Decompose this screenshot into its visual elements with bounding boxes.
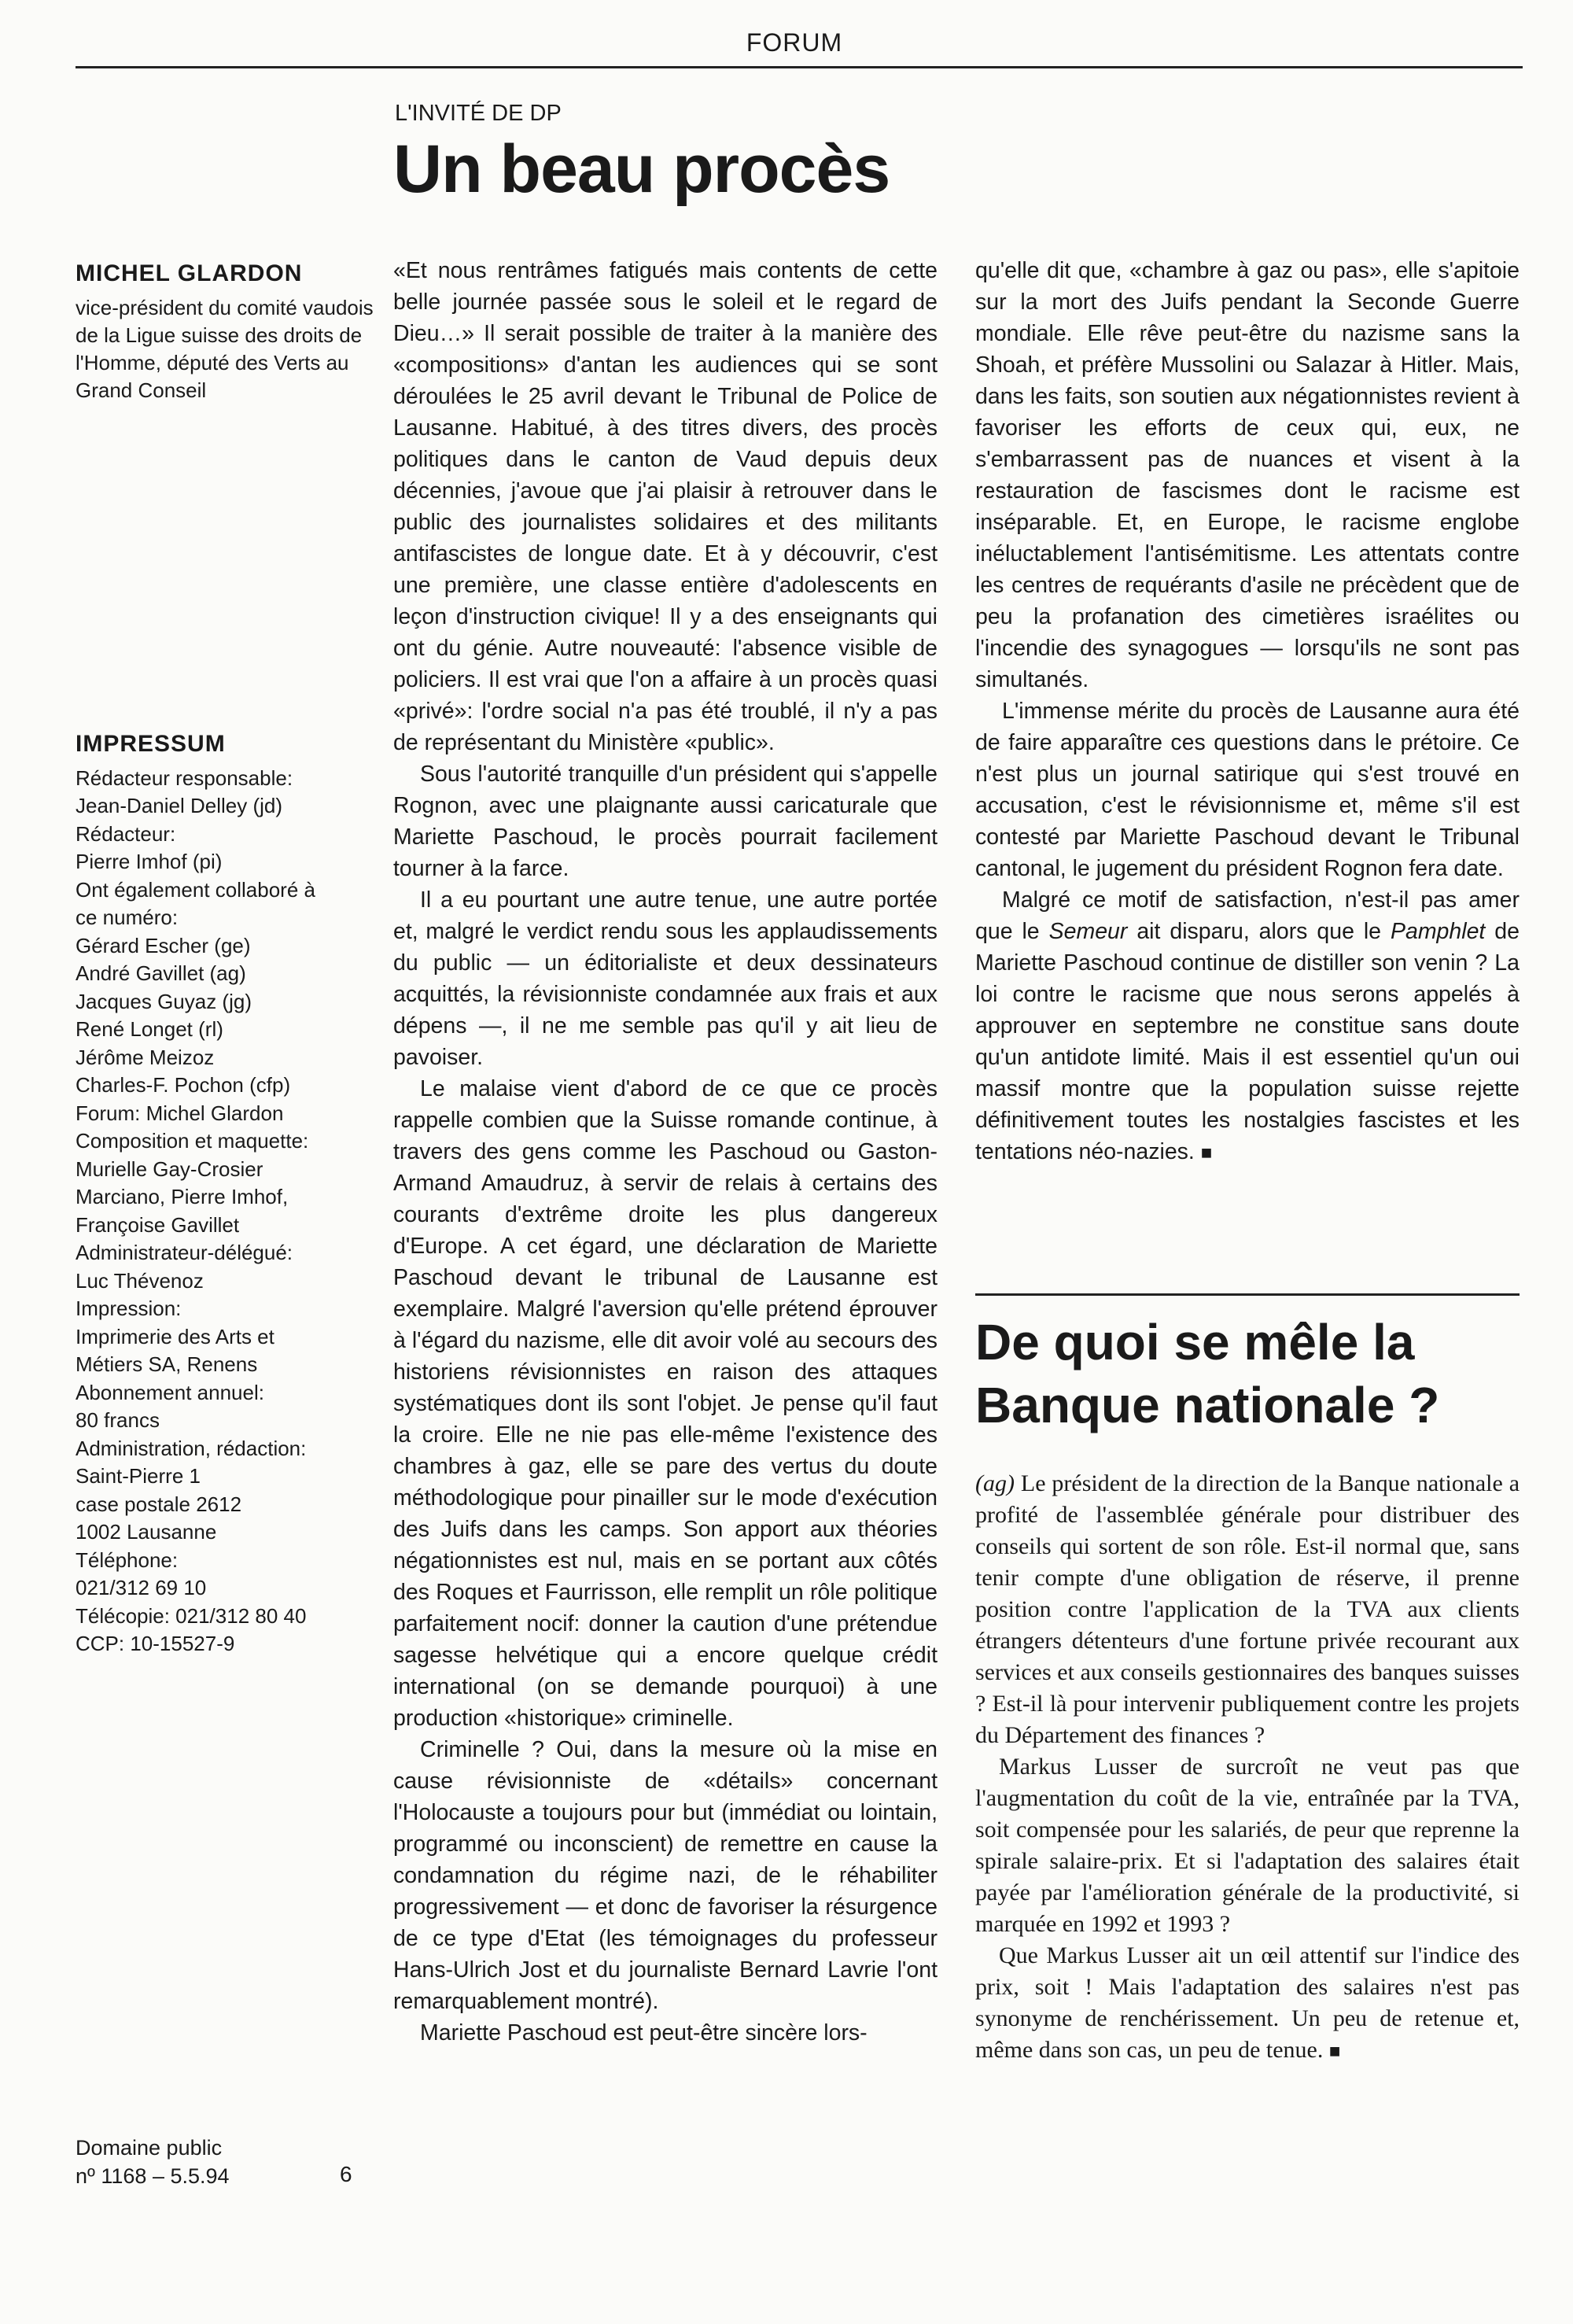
- article2-title: De quoi se mêle la Banque nationale ?: [975, 1314, 1440, 1433]
- impressum-line: Télécopie: 021/312 80 40: [76, 1603, 307, 1628]
- text-run: Le président de la direction de la Banque nationale a profité de l'assemblée générale pour distribuer des conseils qui sortent de son rôle. Est-il normal que, sans tenir compte d'une obligation de réserve, il prenne position contre l'application de la TVA aux clients étrangers détenteurs d'une fortune privée recourant aux services et aux conseils gestionnaires des banques suisses ? Est-il là pour intervenir publiquement contre les projets du Département des finances ?: [975, 1470, 1520, 1748]
- impressum-line: René Longet (rl): [76, 1017, 223, 1041]
- top-rule: [76, 66, 1523, 68]
- publication-name: Domaine public: [76, 2136, 223, 2160]
- issue-number: nº 1168 – 5.5.94: [76, 2164, 230, 2188]
- text-run: ait disparu, alors que le: [1127, 919, 1391, 944]
- impressum-line: Charles-F. Pochon (cfp): [76, 1073, 291, 1097]
- impressum-line: Gérard Escher (ge): [76, 933, 251, 957]
- impressum-line: Murielle Gay-Crosier: [76, 1156, 263, 1181]
- impressum-line: Abonnement annuel:: [76, 1380, 264, 1404]
- impressum-line: Saint-Pierre 1: [76, 1464, 201, 1488]
- impressum-line: André Gavillet (ag): [76, 961, 246, 985]
- impressum-line: Forum: Michel Glardon: [76, 1101, 284, 1125]
- impressum-line: case postale 2612: [76, 1492, 242, 1516]
- paragraph: [975, 884, 1520, 1169]
- article-separator-rule: [975, 1293, 1520, 1296]
- author-role: vice-président du comité vaudois de la Ligue suisse des droits de l'Homme, député des Verts au Grand Conseil: [76, 295, 374, 402]
- impressum-line: Pierre Imhof (pi): [76, 850, 223, 873]
- paragraph: Markus Lusser de surcroît ne veut pas que l'augmentation du coût de la vie, entraînée par la TVA, soit compensée pour les salariés, de peur que reprenne la spirale salaire-prix. Et si l'adaptation des salaires était payée par l'amélioration générale de la productivité, si marquée en 1992 et 1993 ?: [975, 1754, 1520, 1937]
- paragraph: [975, 1940, 1520, 2068]
- italic-title-pamphlet: Pamphlet: [1390, 919, 1486, 944]
- end-of-article-mark: ■: [1200, 1142, 1213, 1164]
- author-name: MICHEL GLARDON: [76, 260, 303, 286]
- impressum-line: Rédacteur:: [76, 821, 176, 846]
- impressum-line: 021/312 69 10: [76, 1576, 207, 1599]
- author-initials: (ag): [975, 1470, 1015, 1496]
- impressum-line: 80 francs: [76, 1408, 160, 1432]
- italic-title-semeur: Semeur: [1048, 919, 1128, 944]
- article-kicker: L'INVITÉ DE DP: [395, 101, 562, 126]
- impressum-line: Administrateur-délégué:: [76, 1241, 293, 1264]
- impressum-line: 1002 Lausanne: [76, 1520, 217, 1544]
- text-run: Que Markus Lusser ait un œil attentif sur l'indice des prix, soit ! Mais l'adaptation des salaires n'est pas synonyme de renchérissement. Un peu de retenue et, même dans son cas, un peu de tenue.: [975, 1942, 1520, 2063]
- publication-footer: [76, 2134, 359, 2190]
- impressum-line: Impression:: [76, 1297, 182, 1320]
- impressum-line: Luc Thévenoz: [76, 1268, 204, 1293]
- paragraph: Il a eu pourtant une autre tenue, une autre portée et, malgré le verdict rendu sous les applaudissements du public — un éditorialiste et deux dessinateurs acquittés, la révisionniste condamnée aux frais et aux dépens —, il ne me semble pas qu'il y ait lieu de pavoiser.: [393, 887, 938, 1070]
- impressum-line: Françoise Gavillet: [76, 1212, 240, 1237]
- impressum-line: Jacques Guyaz (jg): [76, 989, 252, 1013]
- impressum-line: Rédacteur responsable:: [76, 765, 293, 790]
- page-number: 6: [340, 2162, 352, 2186]
- impressum-line: Marciano, Pierre Imhof,: [76, 1185, 289, 1208]
- text-run: de Mariette Paschoud continue de distiller son venin ? La loi contre le racisme que nous serons appelés à approuver en septembre ne constitue sans doute qu'un antidote limité. Mais il est essentiel qu'un oui massif montre que la population suisse rejette définitivement toutes les nostalgies fascistes et les tentations néo-nazies.: [975, 919, 1520, 1164]
- impressum-line: Imprimerie des Arts et: [76, 1324, 274, 1348]
- paragraph: «Et nous rentrâmes fatigués mais contents de cette belle journée passée sous le soleil et le regard de Dieu…» Il serait possible de traiter à la manière des «compositions» d'antan les audiences qui se sont déroulées le 25 avril devant le Tribunal de Police de Lausanne. Habitué, à des titres divers, des procès politiques dans le canton de Vaud depuis deux décennies, j'avoue que j'ai plaisir à retrouver dans le public des journalistes solidaires et des militants antifascistes de longue date. Et à y découvrir, c'est une première, une classe entière d'adolescents en leçon d'instruction civique! Il y a des enseignants qui ont du génie. Autre nouveauté: l'absence visible de policiers. Il est vrai que l'on a affaire à un procès quasi «privé»: l'ordre social n'a pas été troublé, il n'y a pas de représentant du Ministère «public».: [393, 258, 938, 755]
- impressum-line: Administration, rédaction:: [76, 1436, 307, 1460]
- article-title: Un beau procès: [393, 131, 890, 207]
- impressum-lines: [76, 765, 374, 1658]
- section-label: FORUM: [746, 28, 843, 57]
- paragraph: Mariette Paschoud est peut-être sincère lors-: [420, 2020, 868, 2045]
- impressum-line: Téléphone:: [76, 1547, 179, 1572]
- paragraph: Sous l'autorité tranquille d'un président qui s'appelle Rognon, avec une plaignante aussi caricaturale que Mariette Paschoud, le procès pourrait facilement tourner à la farce.: [393, 762, 938, 881]
- impressum-title: IMPRESSUM: [76, 731, 226, 757]
- impressum-line: Composition et maquette:: [76, 1129, 309, 1153]
- impressum-line: Ont également collaboré à: [76, 877, 315, 902]
- article-column-1: [393, 255, 938, 2049]
- impressum-line: Jean-Daniel Delley (jd): [76, 794, 282, 817]
- impressum-line: Jérôme Meizoz: [76, 1045, 215, 1069]
- paragraph: [975, 1468, 1520, 1751]
- impressum-line: ce numéro:: [76, 906, 179, 929]
- paragraph: Criminelle ? Oui, dans la mesure où la mise en cause révisionniste de «détails» concernant l'Holocauste a toujours pour but (immédiat ou lointain, programmé ou inconscient) de remettre en cause la condamnation du régime nazi, de le réhabiliter progressivement — et donc de favoriser la résurgence de ce type d'Etat (les témoignages du professeur Hans-Ulrich Jost et du journaliste Bernard Lavrie l'ont remarquablement montré).: [393, 1737, 938, 2014]
- article-column-2: [975, 255, 1520, 1169]
- paragraph: qu'elle dit que, «chambre à gaz ou pas», elle s'apitoie sur la mort des Juifs pendant la Seconde Guerre mondiale. Elle rêve peut-être du nazisme sans la Shoah, et préfère Mussolini ou Salazar à Hitler. Mais, dans les faits, son soutien aux négationnistes revient à favoriser les efforts de ceux qui, eux, ne s'embarrassent pas de nuances et visent à la restauration de fascismes dont le racisme est inséparable. Et, en Europe, le racisme englobe inéluctablement l'antisémitisme. Les attentats contre les centres de requérants d'asile ne précèdent que de peu la profanation des cimetières israélites ou l'incendie des synagogues — lorsqu'ils ne sont pas simultanés.: [975, 258, 1520, 692]
- impressum-line: CCP: 10-15527-9: [76, 1632, 235, 1655]
- article2-body: [975, 1468, 1520, 2068]
- paragraph: L'immense mérite du procès de Lausanne aura été de faire apparaître ces questions dans le prétoire. Ce n'est plus un journal satirique qui s'est trouvé en accusation, c'est le révisionnisme et, même s'il est contesté par Mariette Paschoud devant le Tribunal cantonal, le jugement du président Rognon fera date.: [975, 699, 1520, 881]
- impressum-line: Métiers SA, Renens: [76, 1352, 258, 1376]
- impressum: [76, 730, 374, 1658]
- text-run: Malgré ce motif de satisfaction, n'est-il pas amer que le: [975, 887, 1520, 944]
- author-box: [76, 260, 374, 404]
- end-of-article-mark: ■: [1328, 2042, 1341, 2062]
- paragraph: Le malaise vient d'abord de ce que ce procès rappelle combien que la Suisse romande continue, à travers des gens comme les Paschoud ou Gaston-Armand Amaudruz, à servir de relais à certains des courants d'extrême droite les plus dangereux d'Europe. A cet égard, une déclaration de Mariette Paschoud devant le tribunal de Lausanne est exemplaire. Malgré l'aversion qu'elle prétend éprouver à l'égard du nazisme, elle dit avoir volé au secours des historiens révisionnistes en raison des attaques systématiques dont ils sont l'objet. Je pense qu'il faut la croire. Elle ne nie pas elle-même l'existence des chambres à gaz, elle se pare des vertus du doute méthodologique pour pinailler sur le mode d'exécution des Juifs dans les camps. Son apport aux théories négationnistes est nul, mais en se portant aux côtés des Roques et Faurrisson, elle remplit un rôle politique parfaitement nocif: donner la caution d'une prétendue sagesse helvétique qui a encore quelque crédit international (on se demande pourquoi) à une production «historique» criminelle.: [393, 1076, 938, 1731]
